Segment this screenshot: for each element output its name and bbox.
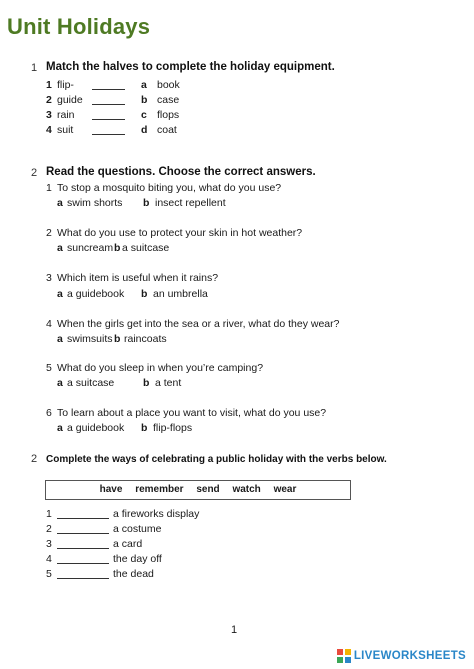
- completion-number: 1: [46, 508, 52, 520]
- question-number: 2: [46, 227, 52, 239]
- word-box: [45, 480, 351, 500]
- question-number: 4: [46, 318, 52, 330]
- match-option-letter: d: [141, 124, 148, 136]
- completion-text: a costume: [113, 523, 162, 535]
- option-b-letter: b: [114, 333, 121, 345]
- section-2-heading: Read the questions. Choose the correct answers.: [46, 166, 316, 178]
- match-row-number: 4: [46, 124, 52, 136]
- option-a[interactable]: suncream: [67, 242, 114, 254]
- option-b[interactable]: flip-flops: [153, 422, 193, 434]
- option-b[interactable]: a suitcase: [122, 242, 170, 254]
- page-title: Unit Holidays: [7, 14, 151, 39]
- completion-blank[interactable]: [57, 523, 109, 538]
- word-box-item: send: [196, 484, 220, 495]
- section-1-heading: Match the halves to complete the holiday equipment.: [46, 61, 335, 73]
- option-b-letter: b: [141, 288, 148, 300]
- word-box-item: wear: [273, 484, 297, 495]
- question-text: To stop a mosquito biting you, what do you use?: [57, 182, 282, 194]
- match-option-letter: a: [141, 79, 147, 91]
- question-text: To learn about a place you want to visit, what do you use?: [57, 407, 327, 419]
- completion-blank[interactable]: [57, 508, 109, 523]
- word-box-item: have: [99, 484, 123, 495]
- match-word: suit: [57, 124, 74, 136]
- option-b[interactable]: a tent: [155, 377, 182, 389]
- section-1-number: 1: [31, 62, 38, 74]
- question-text: When the girls get into the sea or a river, what do they wear?: [57, 318, 340, 330]
- option-a[interactable]: a guidebook: [67, 288, 125, 300]
- match-answer-blank[interactable]: [92, 124, 125, 139]
- match-option-text: book: [157, 79, 180, 91]
- section-3-heading: Complete the ways of celebrating a public holiday with the verbs below.: [46, 454, 387, 465]
- match-answer-blank[interactable]: [92, 79, 125, 94]
- question-text: What do you use to protect your skin in hot weather?: [57, 227, 303, 239]
- option-a-letter: a: [57, 242, 63, 254]
- option-a-letter: a: [57, 288, 63, 300]
- completion-number: 5: [46, 568, 52, 580]
- liveworksheets-logo-icon: [337, 649, 351, 663]
- match-row-number: 2: [46, 94, 52, 106]
- match-word: rain: [57, 109, 75, 121]
- completion-text: the dead: [113, 568, 154, 580]
- option-b-letter: b: [143, 377, 150, 389]
- completion-blank[interactable]: [57, 553, 109, 568]
- match-option-letter: b: [141, 94, 148, 106]
- option-b-letter: b: [143, 197, 150, 209]
- question-text: What do you sleep in when you’re camping?: [57, 362, 264, 374]
- option-b-letter: b: [141, 422, 148, 434]
- section-3-number: 2: [31, 453, 38, 465]
- completion-number: 3: [46, 538, 52, 550]
- completion-number: 4: [46, 553, 52, 565]
- option-a-letter: a: [57, 333, 63, 345]
- question-text: Which item is useful when it rains?: [57, 272, 219, 284]
- completion-number: 2: [46, 523, 52, 535]
- match-word: guide: [57, 94, 83, 106]
- match-option-letter: c: [141, 109, 147, 121]
- match-row-number: 1: [46, 79, 52, 91]
- match-option-text: case: [157, 94, 180, 106]
- option-b-letter: b: [114, 242, 121, 254]
- match-word: flip-: [57, 79, 74, 91]
- word-box-item: watch: [232, 484, 261, 495]
- option-a[interactable]: swimsuits: [67, 333, 113, 345]
- liveworksheets-logo-text: LIVEWORKSHEETS: [353, 650, 466, 662]
- match-answer-blank[interactable]: [92, 109, 125, 124]
- option-b[interactable]: insect repellent: [155, 197, 226, 209]
- match-answer-blank[interactable]: [92, 94, 125, 109]
- completion-text: a fireworks display: [113, 508, 200, 520]
- option-a[interactable]: a guidebook: [67, 422, 125, 434]
- option-b[interactable]: raincoats: [124, 333, 167, 345]
- completion-blank[interactable]: [57, 538, 109, 553]
- word-box-item: remember: [135, 484, 184, 495]
- completion-text: a card: [113, 538, 143, 550]
- option-a-letter: a: [57, 377, 63, 389]
- page-number: 1: [231, 624, 238, 636]
- option-a-letter: a: [57, 197, 63, 209]
- match-option-text: coat: [157, 124, 177, 136]
- completion-blank[interactable]: [57, 568, 109, 583]
- option-a[interactable]: swim shorts: [67, 197, 123, 209]
- option-b[interactable]: an umbrella: [153, 288, 208, 300]
- section-2-number: 2: [31, 167, 38, 179]
- liveworksheets-logo[interactable]: [337, 647, 466, 665]
- question-number: 6: [46, 407, 52, 419]
- match-option-text: flops: [157, 109, 180, 121]
- completion-text: the day off: [113, 553, 162, 565]
- question-number: 1: [46, 182, 52, 194]
- option-a[interactable]: a suitcase: [67, 377, 115, 389]
- question-number: 3: [46, 272, 52, 284]
- option-a-letter: a: [57, 422, 63, 434]
- question-number: 5: [46, 362, 52, 374]
- match-row-number: 3: [46, 109, 52, 121]
